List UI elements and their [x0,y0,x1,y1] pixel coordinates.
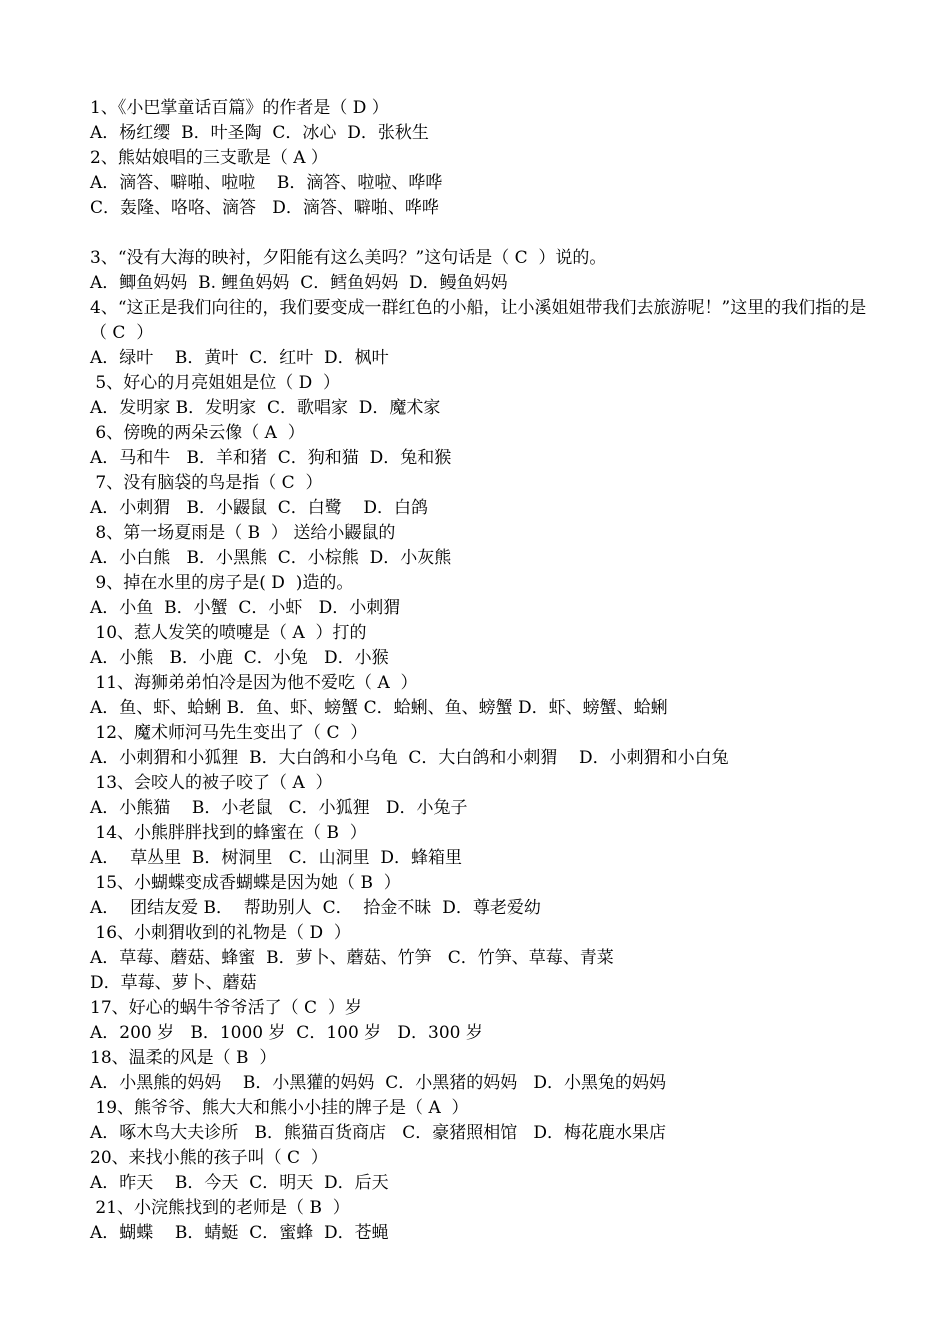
text-line: A．鲫鱼妈妈 B. 鲤鱼妈妈 C．鳕鱼妈妈 D．鳗鱼妈妈 [90,273,508,293]
text-line: 11、海狮弟弟怕冷是因为他不爱吃（ A ） [90,673,418,693]
text-line: A． 团结友爱 B． 帮助别人 C． 拾金不昧 D．尊老爱幼 [90,898,541,918]
text-line: A．200 岁 B．1000 岁 C．100 岁 D．300 岁 [90,1023,483,1043]
text-line: 19、熊爷爷、熊大大和熊小小挂的牌子是（ A ） [90,1098,469,1118]
text-line: A．绿叶 B．黄叶 C．红叶 D．枫叶 [90,348,389,368]
text-line: 16、小刺猬收到的礼物是（ D ） [90,923,351,943]
text-line: 7、没有脑袋的鸟是指（ C ） [90,473,323,493]
text-line: A．滴答、噼啪、啦啦 B．滴答、啦啦、哗哗 [90,173,443,193]
text-line: 18、温柔的风是（ B ） [90,1048,277,1068]
text-line: A．小白熊 B．小黑熊 C．小棕熊 D．小灰熊 [90,548,452,568]
text-line: 20、来找小熊的孩子叫（ C ） [90,1148,328,1168]
text-line: A．小刺猬和小狐狸 B．大白鸽和小乌龟 C．大白鸽和小刺猬 D．小刺猬和小白兔 [90,748,729,768]
text-line: 1、《小巴掌童话百篇》的作者是（ D ） [90,98,389,118]
text-line: 6、傍晚的两朵云像（ A ） [90,423,305,443]
text-line: 3、“没有大海的映衬，夕阳能有这么美吗？”这句话是（ C ）说的。 [90,248,607,268]
text-line: 8、第一场夏雨是（ B ） 送给小鼹鼠的 [90,523,396,543]
text-line: A．鱼、虾、蛤蜊 B．鱼、虾、螃蟹 C．蛤蜊、鱼、螃蟹 D．虾、螃蟹、蛤蜊 [90,698,668,718]
text-line: 15、小蝴蝶变成香蝴蝶是因为她（ B ） [90,873,401,893]
text-line: A．小刺猬 B．小鼹鼠 C．白鹭 D．白鸽 [90,498,429,518]
text-line: 5、好心的月亮姐姐是位（ D ） [90,373,341,393]
text-line: A．昨天 B．今天 C．明天 D．后天 [90,1173,389,1193]
text-line: A．蝴蝶 B．蜻蜓 C．蜜蜂 D．苍蝇 [90,1223,389,1243]
text-line: C．轰隆、咯咯、滴答 D．滴答、噼啪、哗哗 [90,198,439,218]
text-line: 10、惹人发笑的喷嚏是（ A ）打的 [90,623,367,643]
text-line: A．啄木鸟大夫诊所 B．熊猫百货商店 C．豪猪照相馆 D．梅花鹿水果店 [90,1123,667,1143]
text-line: 21、小浣熊找到的老师是（ B ） [90,1198,350,1218]
text-line: A．小黑熊的妈妈 B．小黑獾的妈妈 C．小黑猪的妈妈 D．小黑兔的妈妈 [90,1073,667,1093]
text-line: 12、魔术师河马先生变出了（ C ） [90,723,368,743]
text-line: 2、熊姑娘唱的三支歌是（ A ） [90,148,328,168]
blank-line [90,221,880,246]
text-line: D．草莓、萝卜、蘑菇 [90,973,257,993]
text-line: A．小熊 B．小鹿 C．小兔 D．小猴 [90,648,389,668]
text-line: A．小熊猫 B．小老鼠 C．小狐狸 D．小兔子 [90,798,468,818]
text-line: A．发明家 B．发明家 C．歌唱家 D．魔术家 [90,398,441,418]
text-line: A．杨红缨 B．叶圣陶 C．冰心 D．张秋生 [90,123,429,143]
text-line: A．草莓、蘑菇、蜂蜜 B．萝卜、蘑菇、竹笋 C．竹笋、草莓、青菜 [90,948,614,968]
text-line: 14、小熊胖胖找到的蜂蜜在（ B ） [90,823,367,843]
text-line: 4、“这正是我们向往的，我们要变成一群红色的小船，让小溪姐姐带我们去旅游呢！”这里的我们指的是（ C ） [90,298,867,343]
text-line: A． 草丛里 B．树洞里 C．山洞里 D．蜂箱里 [90,848,463,868]
text-line: A．小鱼 B．小蟹 C．小虾 D．小刺猬 [90,598,401,618]
text-line: 13、会咬人的被子咬了（ A ） [90,773,333,793]
text-line: 9、掉在水里的房子是( D )造的。 [90,573,354,593]
text-line: A．马和牛 B．羊和猪 C．狗和猫 D．兔和猴 [90,448,452,468]
text-line: 17、好心的蜗牛爷爷活了（ C ）岁 [90,998,362,1018]
document-page [90,96,880,1246]
